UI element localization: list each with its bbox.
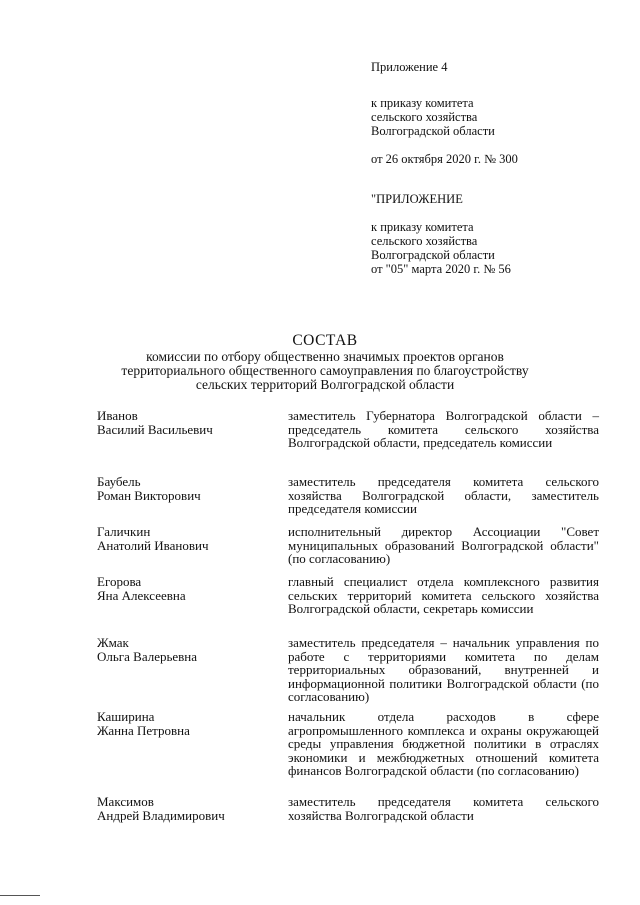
member-name <box>97 636 277 663</box>
original-order-line-3: Волгоградской области <box>371 248 495 262</box>
footer-divider <box>0 895 40 896</box>
member-role: исполнительный директор Ассоциации "Совет муниципальных образований Волгоградской области" (по согласованию) <box>288 524 599 566</box>
appendix-order-line-3: Волгоградской области <box>371 124 495 138</box>
member-given-name: Ольга Валерьевна <box>97 648 198 664</box>
member-given-name: Яна Алексеевна <box>97 587 186 603</box>
member-given-name: Василий Васильевич <box>97 421 213 437</box>
heading-line-1: комиссии по отбору общественно значимых проектов органов <box>146 349 504 364</box>
member-role: заместитель председателя комитета сельского хозяйства Волгоградской области <box>288 794 599 823</box>
member-role: заместитель Губернатора Волгоградской области – председатель комитета сельского хозяйства Волгоградской области, председатель комиссии <box>288 408 599 450</box>
member-role: главный специалист отдела комплексного развития сельских территорий комитета сельского хозяйства Волгоградской области, секретарь комиссии <box>288 574 599 616</box>
appendix-label: Приложение 4 <box>371 60 448 74</box>
member-surname: Жмак <box>97 635 129 650</box>
original-order-line-2: сельского хозяйства <box>371 234 478 248</box>
member-role: заместитель председателя – начальник управления по работе с территориями комитета по делам территориальных образований, внутренней и информационной политики Волгоградской области (по согласованию) <box>288 635 599 704</box>
member-surname: Максимов <box>97 794 154 809</box>
member-name <box>97 525 277 552</box>
member-given-name: Андрей Владимирович <box>97 807 225 823</box>
appendix-order-line-2: сельского хозяйства <box>371 110 478 124</box>
original-order-line-1: к приказу комитета <box>371 220 474 234</box>
member-surname: Егорова <box>97 574 142 589</box>
member-role: начальник отдела расходов в сфере агропромышленного комплекса и охраны окружающей среды управления бюджетной политики в отраслях экономики и межбюджетных отношений комитета финансов Волгоградской области (по согласованию) <box>288 709 599 778</box>
member-name <box>97 475 277 502</box>
member-given-name: Роман Викторович <box>97 487 201 503</box>
original-appendix-label: "ПРИЛОЖЕНИЕ <box>371 192 463 206</box>
member-name <box>97 710 277 737</box>
member-name <box>97 409 277 436</box>
member-surname: Баубель <box>97 474 141 489</box>
member-surname: Галичкин <box>97 524 151 539</box>
heading-line-2: территориального общественного самоуправления по благоустройству <box>121 363 529 378</box>
original-order-date: от "05" марта 2020 г. № 56 <box>371 262 511 276</box>
member-surname: Иванов <box>97 408 138 423</box>
member-name <box>97 575 277 602</box>
appendix-order-line-1: к приказу комитета <box>371 96 474 110</box>
document-title: СОСТАВ <box>292 332 358 349</box>
member-surname: Каширина <box>97 709 155 724</box>
appendix-order-date: от 26 октября 2020 г. № 300 <box>371 152 518 166</box>
member-role: заместитель председателя комитета сельского хозяйства Волгоградской области, заместитель председателя комиссии <box>288 474 599 516</box>
heading-line-3: сельских территорий Волгоградской области <box>195 377 455 392</box>
member-name <box>97 795 277 822</box>
member-given-name: Анатолий Иванович <box>97 537 209 553</box>
member-given-name: Жанна Петровна <box>97 722 190 738</box>
